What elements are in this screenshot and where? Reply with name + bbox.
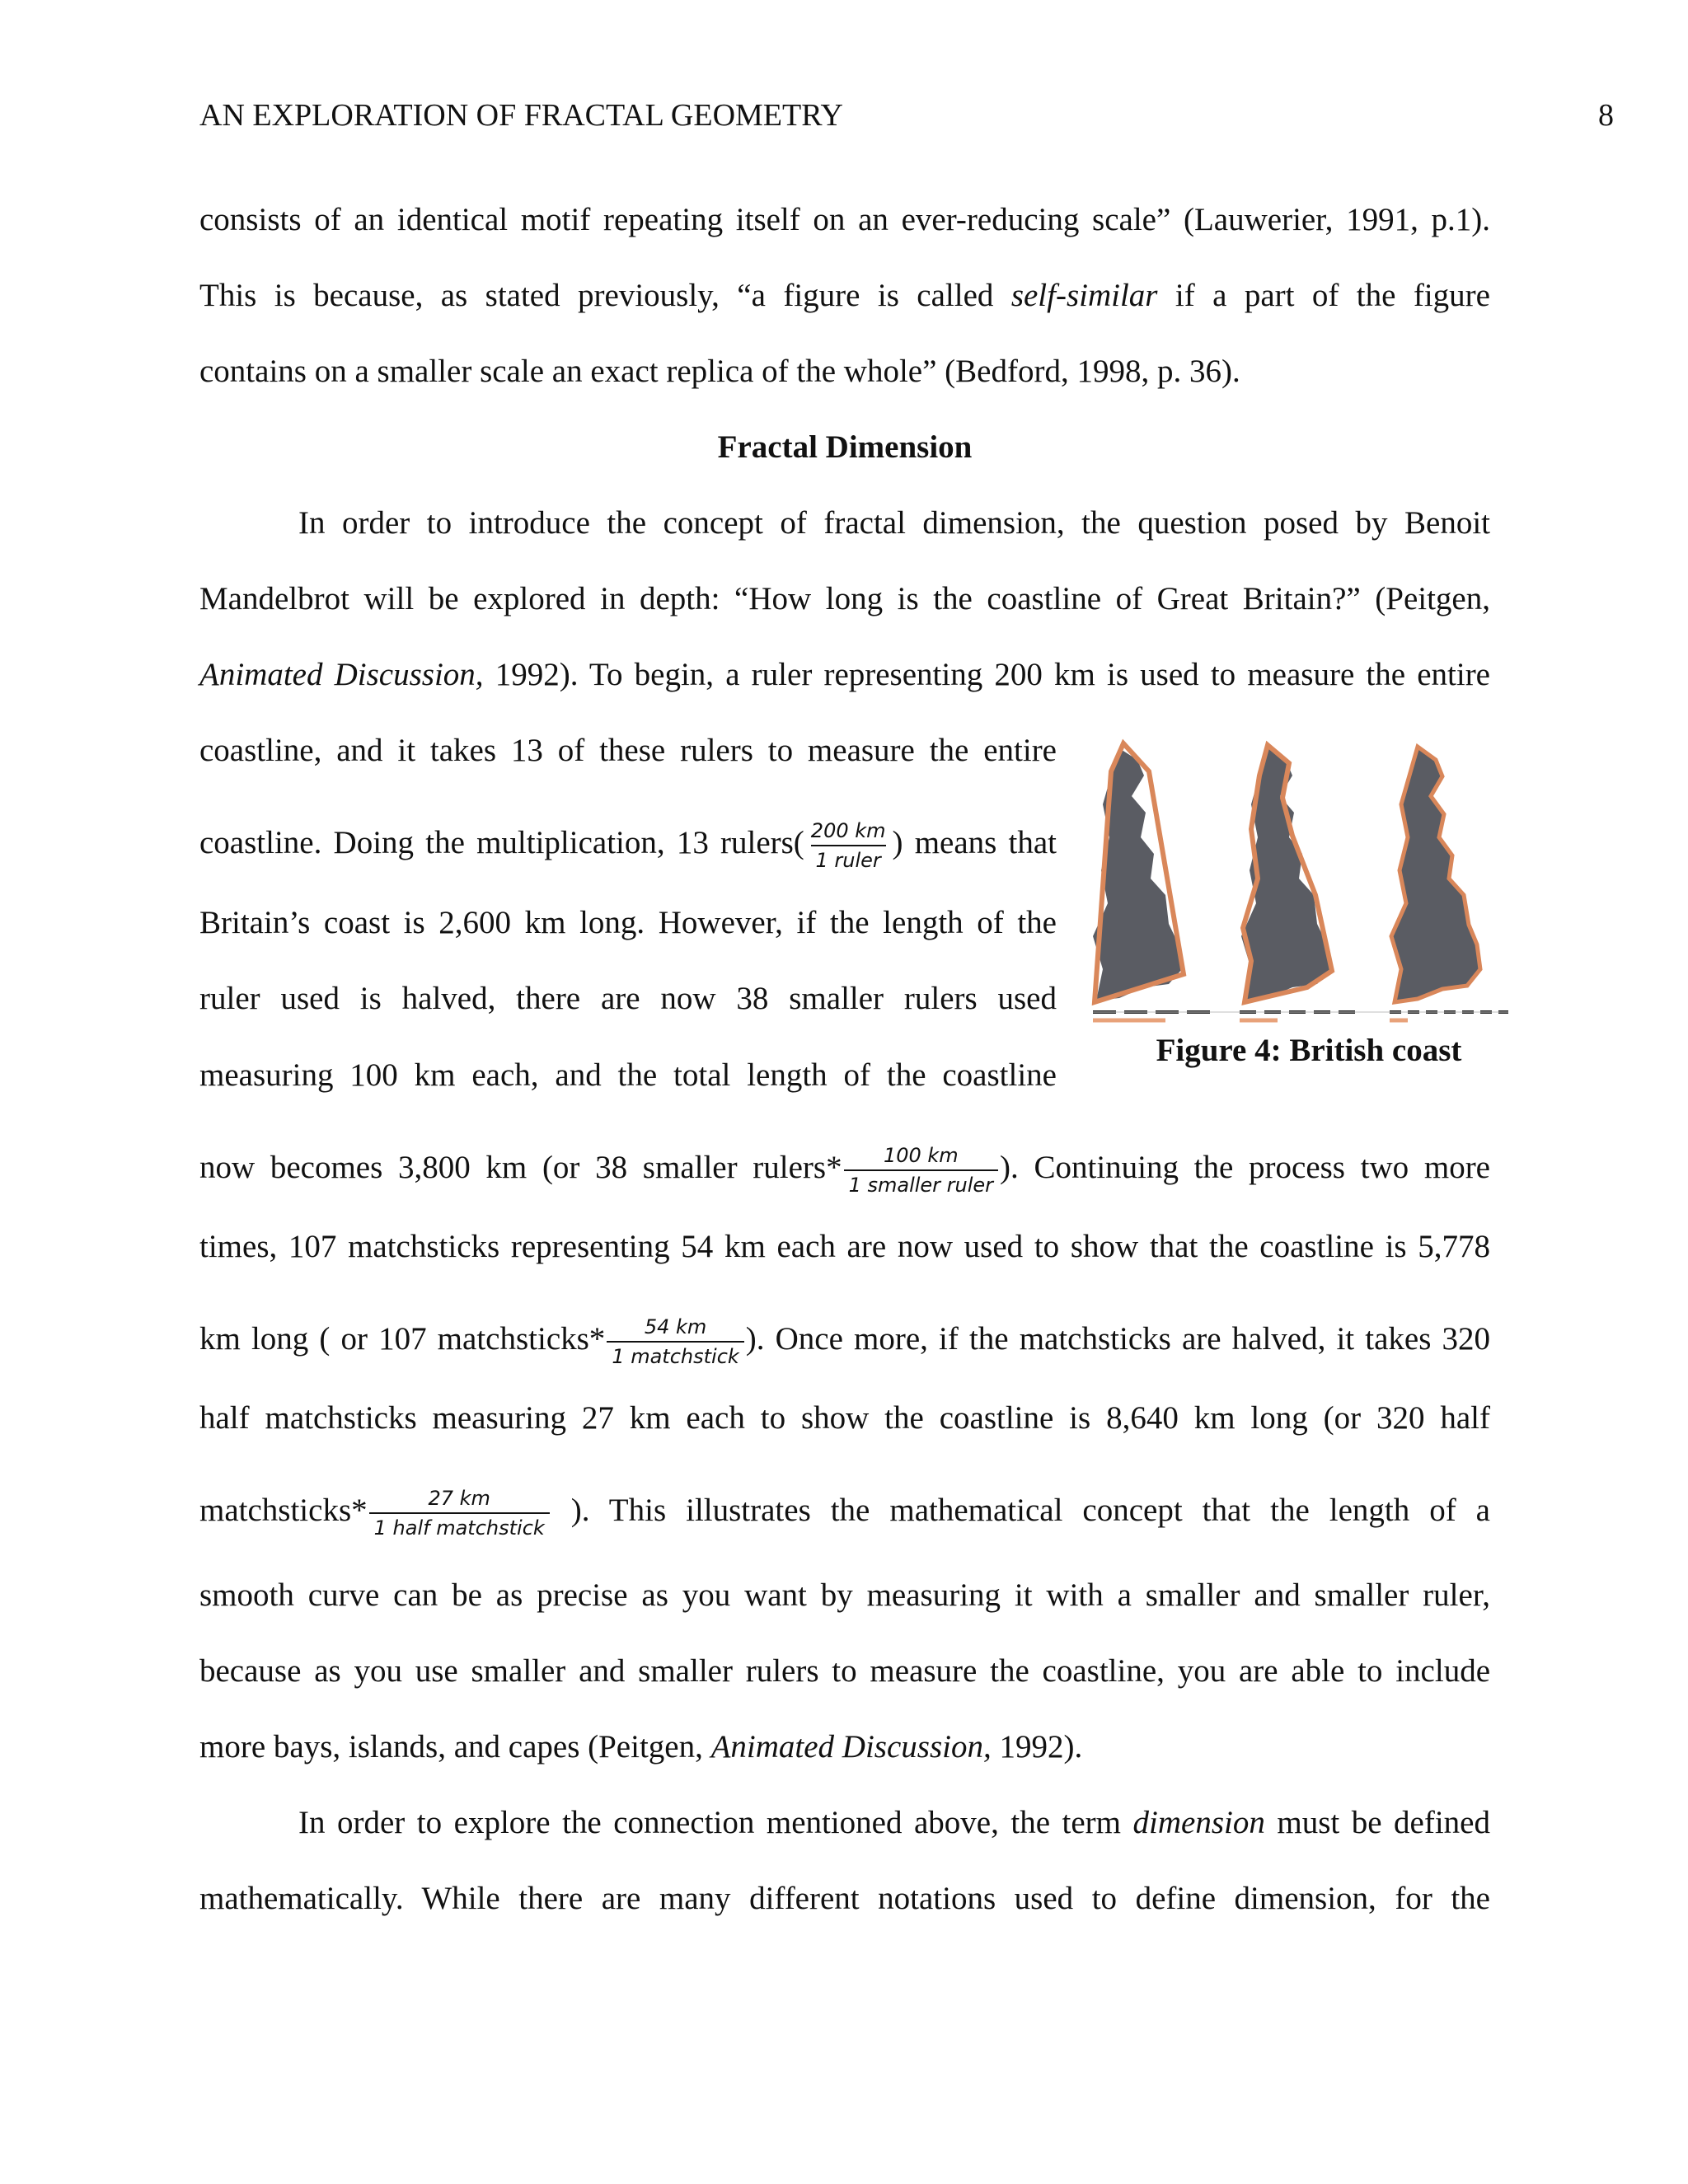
body-line: Britain’s coast is 2,600 km long. However, if the length of the	[199, 905, 1057, 940]
body-line: Animated Discussion, 1992). To begin, a ruler representing 200 km is used to measure the entire	[199, 657, 1490, 692]
body-line: because as you use smaller and smaller rulers to measure the coastline, you are able to include	[199, 1653, 1490, 1689]
body-line: smooth curve can be as precise as you want by measuring it with a smaller and smaller ruler,	[199, 1577, 1490, 1613]
map-200km	[1093, 743, 1184, 1002]
section-heading: Fractal Dimension	[717, 429, 973, 465]
body-line: matchsticks* $\frac{27 km}{\text{1 half matchstick}}$ ). This illustrates the mathematical concept that the length of a	[199, 1487, 1490, 1540]
body-line: In order to explore the connection mentioned above, the term dimension must be defined	[298, 1805, 1490, 1840]
british-coast-maps	[1086, 738, 1531, 1027]
body-line: half matchsticks measuring 27 km each to show the coastline is 8,640 km long (or 320 half	[199, 1400, 1490, 1436]
body-line: times, 107 matchsticks representing 54 km each are now used to show that the coastline is 5,778	[199, 1229, 1490, 1264]
figure-caption: Figure 4: British coast	[1156, 1033, 1462, 1068]
scale-rulers	[1093, 1012, 1508, 1020]
body-line: consists of an identical motif repeating itself on an ever-reducing scale” (Lauwerier, 1991, p.1).	[199, 202, 1490, 237]
fraction: $\frac{54 km}{\text{1 matchstick}}$	[607, 1315, 743, 1369]
fraction: $\frac{200 km}{\text{1 ruler}}$	[810, 819, 886, 872]
body-line: contains on a smaller scale an exact replica of the whole” (Bedford, 1998, p. 36).	[199, 354, 1240, 389]
body-line: measuring 100 km each, and the total length of the coastline	[199, 1057, 1057, 1093]
map-100km	[1241, 745, 1332, 1002]
body-line: Mandelbrot will be explored in depth: “How long is the coastline of Great Britain?” (Peitgen,	[199, 581, 1490, 616]
header-title: AN EXPLORATION OF FRACTAL GEOMETRY	[199, 98, 843, 133]
body-line: coastline, and it takes 13 of these rulers to measure the entire	[199, 733, 1057, 768]
fraction: $\frac{100 km}{\text{1 smaller ruler}}$	[844, 1143, 998, 1197]
body-line: ruler used is halved, there are now 38 smaller rulers used	[199, 981, 1057, 1016]
body-line: In order to introduce the concept of fractal dimension, the question posed by Benoit	[298, 505, 1490, 541]
page-number: 8	[1598, 98, 1614, 133]
map-54km	[1391, 747, 1480, 1002]
running-head	[199, 97, 1614, 134]
body-line: more bays, islands, and capes (Peitgen, Animated Discussion, 1992).	[199, 1729, 1083, 1765]
body-line: This is because, as stated previously, “a figure is called self-similar if a part of the figure	[199, 278, 1490, 313]
body-line: coastline. Doing the multiplication, 13 rulers( $\frac{200 km}{\text{1 ruler}}$ ) means that	[199, 819, 1057, 872]
body-line: mathematically. While there are many different notations used to define dimension, for the	[199, 1881, 1490, 1916]
body-line: now becomes 3,800 km (or 38 smaller rulers* $\frac{100 km}{\text{1 smaller ruler}}$ ). Continuing the process two more	[199, 1144, 1490, 1197]
fraction: $\frac{27 km}{\text{1 half matchstick}}$	[369, 1486, 550, 1540]
body-line: km long ( or 107 matchsticks* $\frac{54 km}{\text{1 matchstick}}$ ). Once more, if the matchsticks are halved, it takes 320	[199, 1315, 1490, 1368]
